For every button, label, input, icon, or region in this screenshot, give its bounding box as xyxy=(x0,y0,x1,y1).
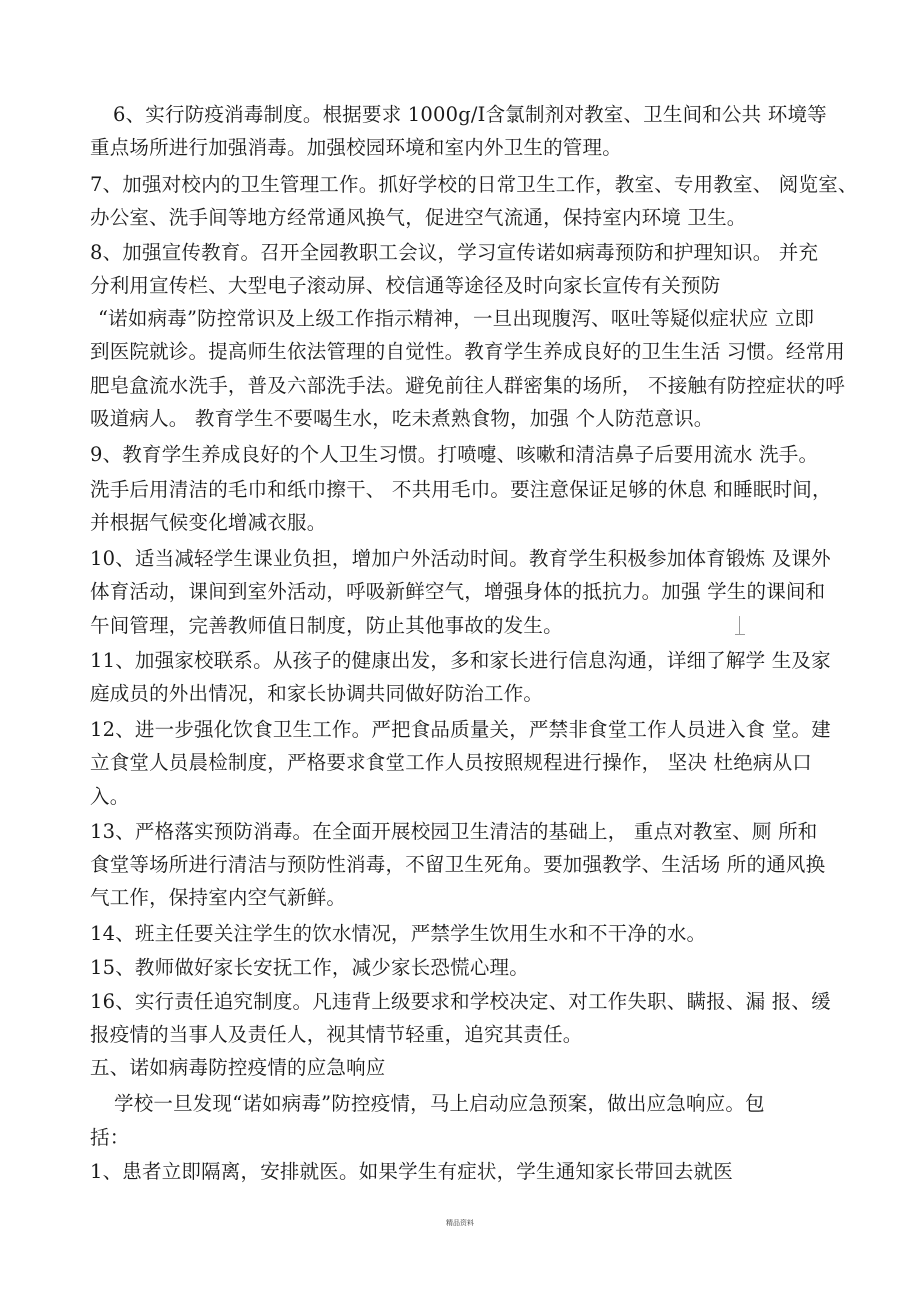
text-line: 10、适当减轻学生课业负担，增加户外活动时间。教育学生积极参加体育锻炼 及课外 xyxy=(90,547,831,570)
text-cursor-icon xyxy=(735,616,745,638)
text-line: 气工作，保持室内空气新鲜。 xyxy=(90,886,347,909)
text-line: 12、进一步强化饮食卫生工作。严把食品质量关，严禁非食堂工作人员进入食 堂。建 xyxy=(90,718,831,741)
text-line: 吸道病人。 教育学生不要喝生水，吃未煮熟食物，加强 个人防范意识。 xyxy=(90,407,714,430)
text-line: 重点场所进行加强消毒。加强校园环境和室内外卫生的管理。 xyxy=(90,136,622,159)
text-line: 1、患者立即隔离，安排就医。如果学生有症状，学生通知家长带回去就医 xyxy=(90,1160,734,1183)
text-line: 分利用宣传栏、大型电子滚动屏、校信通等途径及时向家长宣传有关预防 xyxy=(90,274,721,297)
text-line: 洗手后用清洁的毛巾和纸巾擦干、 不共用毛巾。要注意保证足够的休息 和睡眠时间， xyxy=(90,478,832,501)
text-line: 9、教育学生养成良好的个人卫生习惯。打喷嚏、咳嗽和清洁鼻子后要用流水 洗手。 xyxy=(90,443,819,466)
text-line: 14、班主任要关注学生的饮水情况，严禁学生饮用生水和不干净的水。 xyxy=(90,922,707,945)
text-line: 并根据气候变化增减衣服。 xyxy=(90,511,327,534)
text-line: 午间管理，完善教师值日制度，防止其他事故的发生。 xyxy=(90,614,563,637)
text-line: 括： xyxy=(90,1126,130,1149)
text-line: 报疫情的当事人及责任人，视其情节轻重，追究其责任。 xyxy=(90,1023,583,1046)
page-footer: 精品资料 xyxy=(446,1219,474,1227)
text-line: 11、加强家校联系。从孩子的健康出发，多和家长进行信息沟通，详细了解学 生及家 xyxy=(90,649,831,672)
text-line: 体育活动，课间到室外活动，呼吸新鲜空气，增强身体的抵抗力。加强 学生的课间和 xyxy=(90,580,826,603)
text-line: 肥皂盒流水洗手，普及六部洗手法。避免前往人群密集的场所， 不接触有防控症状的呼 xyxy=(90,374,845,397)
text-line: 13、严格落实预防消毒。在全面开展校园卫生清洁的基础上， 重点对教室、厕 所和 xyxy=(90,820,818,843)
text-line: 7、加强对校内的卫生管理工作。抓好学校的日常卫生工作，教室、专用教室、 阅览室、 xyxy=(90,173,858,196)
text-line: 立食堂人员晨检制度，严格要求食堂工作人员按照规程进行操作， 坚决 杜绝病从口 xyxy=(90,751,812,774)
text-line: 办公室、洗手间等地方经常通风换气，促进空气流通，保持室内环境 卫生。 xyxy=(90,206,747,229)
text-line: 食堂等场所进行清洁与预防性消毒，不留卫生死角。要加强教学、生活场 所的通风换 xyxy=(90,853,826,876)
text-line: 入。 xyxy=(90,785,130,808)
text-line: 8、加强宣传教育。召开全园教职工会议，学习宣传诺如病毒预防和护理知识。 并充 xyxy=(90,241,819,264)
text-line: 庭成员的外出情况，和家长协调共同做好防治工作。 xyxy=(90,682,544,705)
text-line: 到医院就诊。提高师生依法管理的自觉性。教育学生养成良好的卫生生活 习惯。经常用 xyxy=(90,340,845,363)
text-line: 6、实行防疫消毒制度。根据要求 1000g/I含氯制剂对教室、卫生间和公共 环境等 xyxy=(113,103,827,126)
text-line: 学校一旦发现“诺如病毒”防控疫情，马上启动应急预案，做出应急响应。包 xyxy=(114,1092,765,1115)
text-line: 15、教师做好家长安抚工作，减少家长恐慌心理。 xyxy=(90,956,529,979)
section-heading: 五、诺如病毒防控疫情的应急响应 xyxy=(90,1056,386,1079)
text-line: “诺如病毒”防控常识及上级工作指示精神，一旦出现腹泻、呕吐等疑似症状应 立即 xyxy=(98,307,815,330)
text-line: 16、实行责任追究制度。凡违背上级要求和学校决定、对工作失职、瞒报、漏 报、缓 xyxy=(90,990,831,1013)
